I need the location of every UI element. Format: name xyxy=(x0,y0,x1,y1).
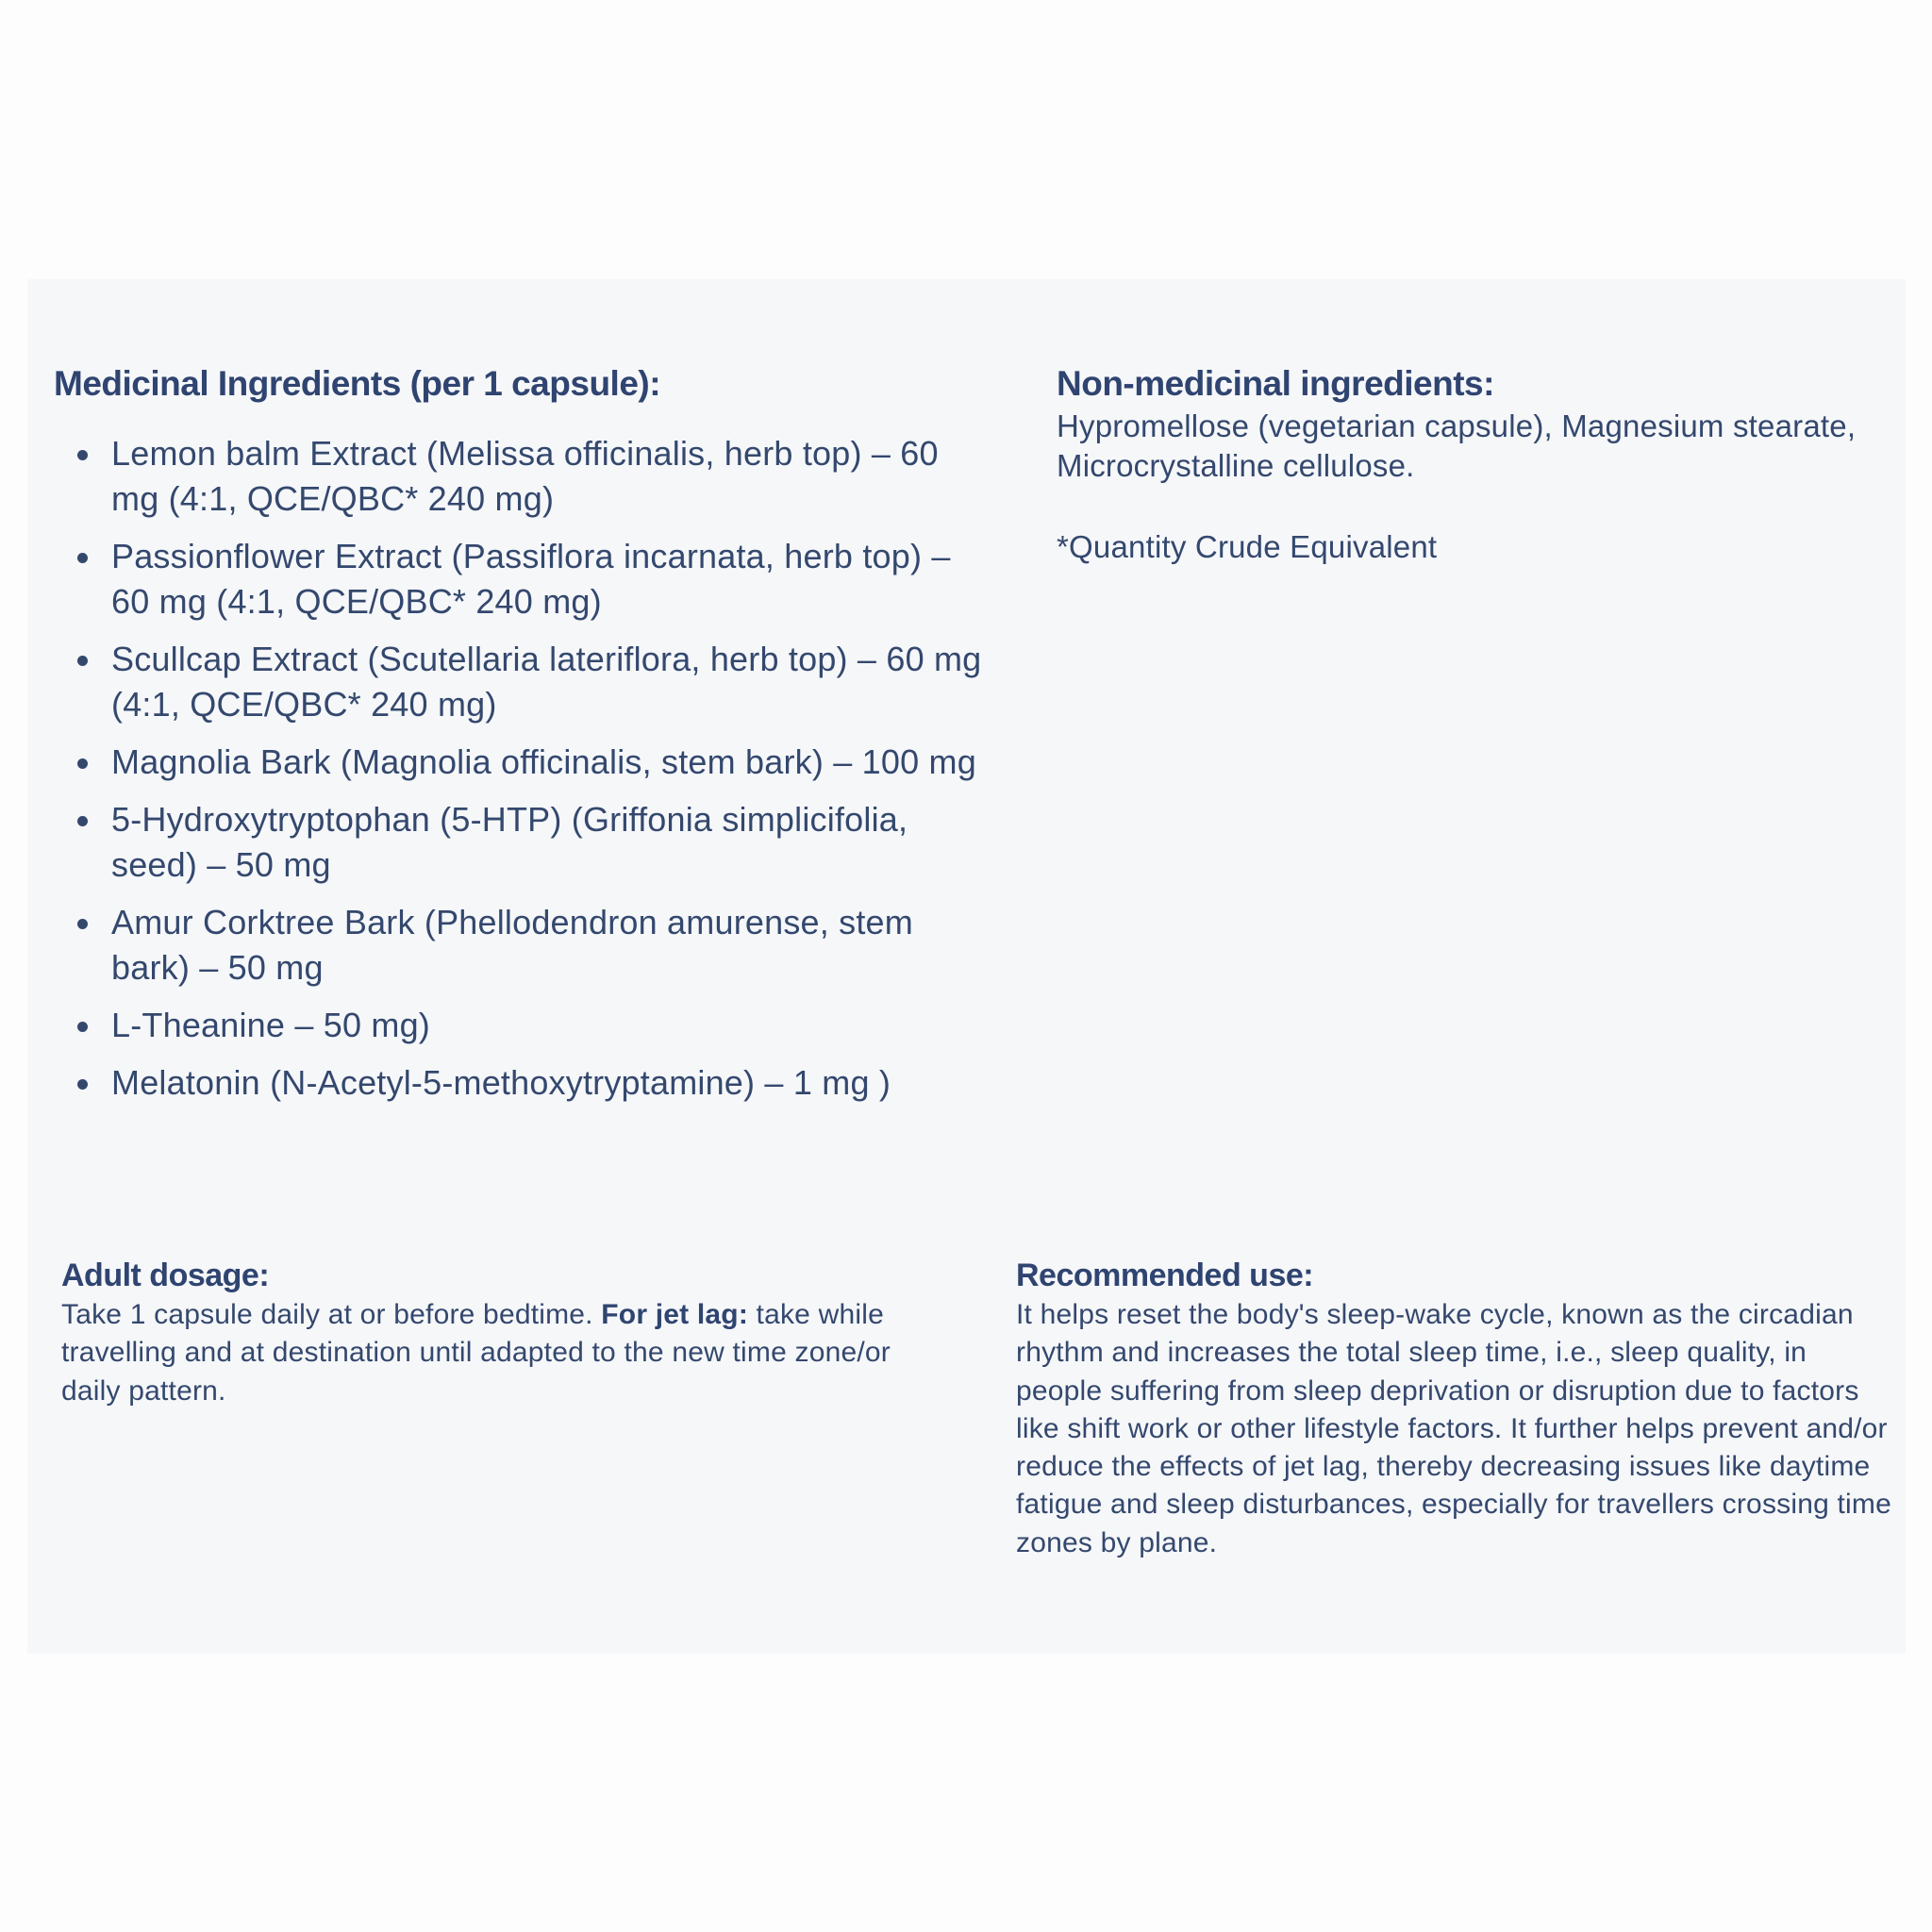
ingredient-text: Passionflower Extract (Passiflora incarnata, herb top) – 60 mg (4:1, QCE/QBC* 240 mg) xyxy=(111,537,951,621)
non-medicinal-ingredients-section xyxy=(1057,361,1887,567)
non-medicinal-text: Hypromellose (vegetarian capsule), Magnesium stearate, Microcrystalline cellulose. xyxy=(1057,408,1857,483)
adult-dosage-section xyxy=(61,1255,910,1410)
ingredient-text: 5-Hydroxytryptophan (5-HTP) (Griffonia simplicifolia, seed) – 50 mg xyxy=(111,800,908,884)
ingredient-text: Melatonin (N-Acetyl-5-methoxytryptamine) – 1 mg ) xyxy=(111,1063,891,1102)
list-item xyxy=(111,1003,988,1048)
jet-lag-label: For jet lag: xyxy=(601,1299,749,1330)
list-item xyxy=(111,431,988,522)
bullet-icon xyxy=(77,816,88,826)
recommended-use-text: It helps reset the body's sleep-wake cycle, known as the circadian rhythm and increases the total sleep time, i.e., sleep quality, in people suffering from sleep deprivation or disruption due to factors like shift work or other lifestyle factors. It further helps prevent and/or reduce the effects of jet lag, thereby decreasing issues like daytime fatigue and sleep disturbances, especially for travellers crossing time zones by plane. xyxy=(1016,1299,1891,1558)
bullet-icon xyxy=(77,1022,88,1032)
list-item xyxy=(111,534,988,625)
bullet-icon xyxy=(77,553,88,563)
bullet-icon xyxy=(77,656,88,666)
list-item xyxy=(111,797,988,888)
ingredient-text: Amur Corktree Bark (Phellodendron amurense, stem bark) – 50 mg xyxy=(111,903,913,987)
medicinal-ingredients-heading: Medicinal Ingredients (per 1 capsule): xyxy=(54,364,661,403)
medicinal-ingredients-list xyxy=(54,431,988,1106)
bullet-icon xyxy=(77,919,88,929)
bullet-icon xyxy=(77,1079,88,1090)
ingredient-text: Lemon balm Extract (Melissa officinalis, herb top) – 60 mg (4:1, QCE/QBC* 240 mg) xyxy=(111,434,939,518)
adult-dosage-heading: Adult dosage: xyxy=(61,1257,270,1293)
ingredient-text: Magnolia Bark (Magnolia officinalis, stem bark) – 100 mg xyxy=(111,742,976,781)
ingredient-text: L-Theanine – 50 mg) xyxy=(111,1006,430,1044)
list-item xyxy=(111,740,988,785)
list-item xyxy=(111,1060,988,1106)
list-item xyxy=(111,900,988,991)
jet-lag-instruction: take while travelling and at destination until adapted to the new time zone/or daily pattern. xyxy=(61,1299,891,1407)
adult-dosage-text xyxy=(61,1296,910,1410)
list-item xyxy=(111,637,988,727)
footnote: *Quantity Crude Equivalent xyxy=(1057,529,1438,564)
recommended-use-section xyxy=(1016,1255,1893,1562)
medicinal-ingredients-section xyxy=(54,361,988,1118)
recommended-use-heading: Recommended use: xyxy=(1016,1257,1314,1293)
dosage-instruction: Take 1 capsule daily at or before bedtime. xyxy=(61,1299,602,1330)
bullet-icon xyxy=(77,450,88,460)
ingredient-text: Scullcap Extract (Scutellaria lateriflora, herb top) – 60 mg (4:1, QCE/QBC* 240 mg) xyxy=(111,640,982,724)
bullet-icon xyxy=(77,758,88,769)
non-medicinal-heading: Non-medicinal ingredients: xyxy=(1057,364,1494,403)
